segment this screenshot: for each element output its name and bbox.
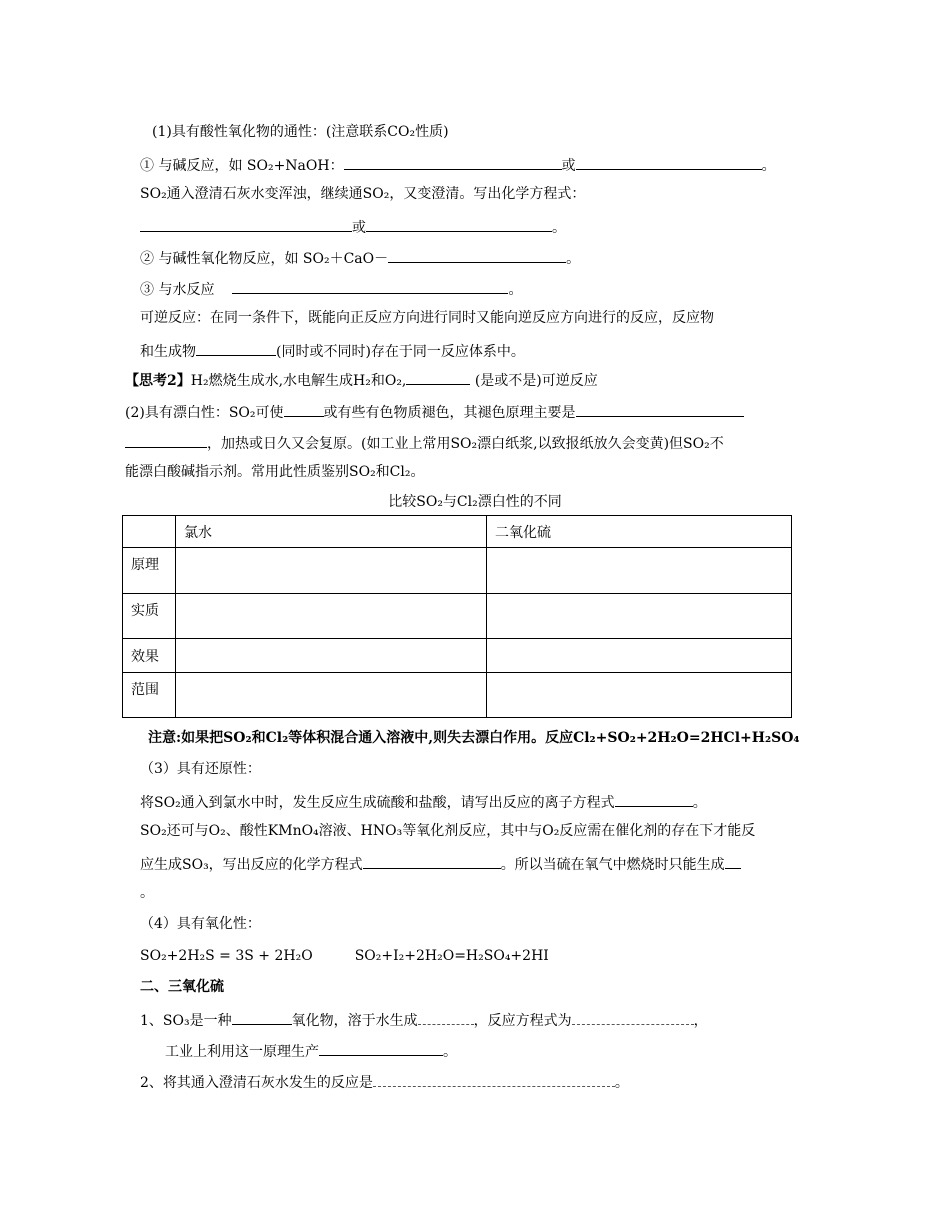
answer-cell[interactable]	[176, 639, 487, 673]
table-header-cell: 二氧化硫	[487, 516, 792, 548]
line-limewater: SO₂通入澄清石灰水变浑浊，继续通SO₂，又变澄清。写出化学方程式：	[140, 186, 586, 202]
table-row	[123, 548, 792, 594]
bleaching-line-3: 能漂白酸碱指示剂。常用此性质鉴别SO₂和Cl₂。	[125, 464, 425, 480]
line-industry	[165, 1039, 457, 1062]
answer-cell[interactable]	[176, 673, 487, 718]
equation-i2: SO₂+I₂+2H₂O=H₂SO₄+2HI	[354, 948, 549, 964]
text: (2)具有漂白性：SO₂可使	[125, 405, 284, 421]
answer-cell[interactable]	[176, 548, 487, 594]
table-header-cell	[123, 516, 176, 548]
row-label: 原理	[123, 548, 176, 594]
answer-cell[interactable]	[487, 594, 792, 639]
note: 注意:如果把SO₂和Cl₂等体积混合通入溶液中,则失去漂白作用。反应Cl₂+SO₂+2H₂O=2HCl+H₂SO₄	[148, 730, 800, 746]
answer-blank[interactable]	[418, 1008, 474, 1025]
table-row	[123, 639, 792, 673]
text: 1、SO₃是一种	[140, 1013, 232, 1029]
text: 和生成物	[140, 344, 196, 360]
text: 。	[508, 282, 523, 298]
answer-blank[interactable]	[232, 1008, 292, 1025]
oxidizing-equations	[140, 946, 549, 966]
answer-blank[interactable]	[196, 339, 276, 356]
answer-blank[interactable]	[572, 1008, 694, 1025]
think-label: 【思考2】	[125, 373, 191, 389]
answer-cell[interactable]	[487, 548, 792, 594]
answer-blank[interactable]	[406, 368, 470, 385]
answer-blank[interactable]	[284, 400, 324, 417]
text: ② 与碱性氧化物反应，如 SO₂＋CaO－	[140, 251, 389, 267]
answer-blank[interactable]	[388, 246, 566, 263]
line-oxidants: SO₂还可与O₂、酸性KMnO₄溶液、HNO₃等氧化剂反应，其中与O₂反应需在催化剂的存在下才能反	[140, 823, 756, 839]
text: ③ 与水反应	[140, 282, 215, 298]
answer-blank[interactable]	[615, 790, 693, 807]
row-label: 实质	[123, 594, 176, 639]
comparison-table	[122, 515, 792, 718]
table-row	[123, 594, 792, 639]
think-2	[125, 368, 598, 391]
text: H₂燃烧生成水,水电解生成H₂和O₂,	[190, 373, 407, 389]
row-label: 范围	[123, 673, 176, 718]
section-two-heading: 二、三氧化硫	[140, 979, 224, 995]
table-caption: 比较SO₂与Cl₂漂白性的不同	[388, 494, 562, 510]
line-naoh	[140, 153, 776, 176]
text: 。	[692, 795, 707, 811]
text: 或	[352, 220, 366, 236]
line-chlorine-water	[140, 790, 707, 813]
section-4-heading: （4）具有氧化性：	[140, 916, 261, 932]
answer-blank[interactable]	[344, 153, 562, 170]
bleaching-line-2	[125, 431, 724, 454]
equation-h2s: SO₂+2H₂S = 3S + 2H₂O	[140, 948, 313, 964]
reversible-reaction-definition: 可逆反应：在同一条件下，既能向正反应方向进行同时又能向逆反应方向进行的反应，反应物	[140, 310, 714, 326]
text: 或有些有色物质褪色，其褪色原理主要是	[323, 405, 576, 421]
text: 或	[561, 158, 576, 174]
text: 2、将其通入澄清石灰水发生的反应是	[140, 1075, 373, 1091]
bleaching-line	[125, 400, 744, 423]
text: 。	[443, 1044, 457, 1060]
text: 氧化物，溶于水生成	[291, 1013, 418, 1029]
text: (是或不是)可逆反应	[470, 373, 598, 389]
text: 。	[552, 220, 566, 236]
text: 。	[761, 158, 776, 174]
text: 应生成SO₃，写出反应的化学方程式	[140, 857, 363, 873]
answer-blank[interactable]	[576, 153, 762, 170]
section-3-heading: （3）具有还原性：	[140, 761, 261, 777]
line-water	[140, 277, 522, 300]
answer-blank[interactable]	[725, 852, 741, 869]
answer-blank[interactable]	[319, 1039, 443, 1056]
text: 。	[614, 1075, 629, 1091]
answer-blank[interactable]	[366, 215, 552, 232]
table-header-row	[123, 516, 792, 548]
answer-blank[interactable]	[576, 400, 744, 417]
table-header-cell: 氯水	[176, 516, 487, 548]
line-reversible-blank	[140, 339, 525, 362]
line-so3	[140, 852, 741, 875]
line-limewater-so3	[140, 1070, 629, 1093]
text: (同时或不同时)存在于同一反应体系中。	[276, 344, 525, 360]
answer-blank[interactable]	[125, 431, 207, 448]
answer-blank[interactable]	[363, 852, 501, 869]
text: ，加热或日久又会复原。(如工业上常用SO₂漂白纸浆,以致报纸放久会变黄)但SO₂不	[207, 436, 724, 452]
answer-blank[interactable]	[232, 277, 508, 294]
text: ① 与碱反应，如 SO₂+NaOH：	[140, 158, 344, 174]
line-so3-type	[140, 1008, 708, 1031]
text: 。	[566, 251, 581, 267]
text: ，反应方程式为	[473, 1013, 572, 1029]
line-limewater-answers	[140, 215, 566, 238]
answer-blank[interactable]	[373, 1070, 615, 1087]
line-cao	[140, 246, 580, 269]
answer-cell[interactable]	[487, 639, 792, 673]
row-label: 效果	[123, 639, 176, 673]
line-period: 。	[140, 885, 154, 901]
text: 工业上利用这一原理生产	[165, 1044, 319, 1060]
table-row	[123, 673, 792, 718]
answer-cell[interactable]	[487, 673, 792, 718]
answer-blank[interactable]	[140, 215, 352, 232]
text: 。所以当硫在氧气中燃烧时只能生成	[500, 857, 725, 873]
text: 将SO₂通入到氯水中时，发生反应生成硫酸和盐酸，请写出反应的离子方程式	[140, 795, 615, 811]
text: ，	[693, 1013, 708, 1029]
answer-cell[interactable]	[176, 594, 487, 639]
section-1-heading: (1)具有酸性氧化物的通性：(注意联系CO₂性质)	[152, 124, 449, 140]
